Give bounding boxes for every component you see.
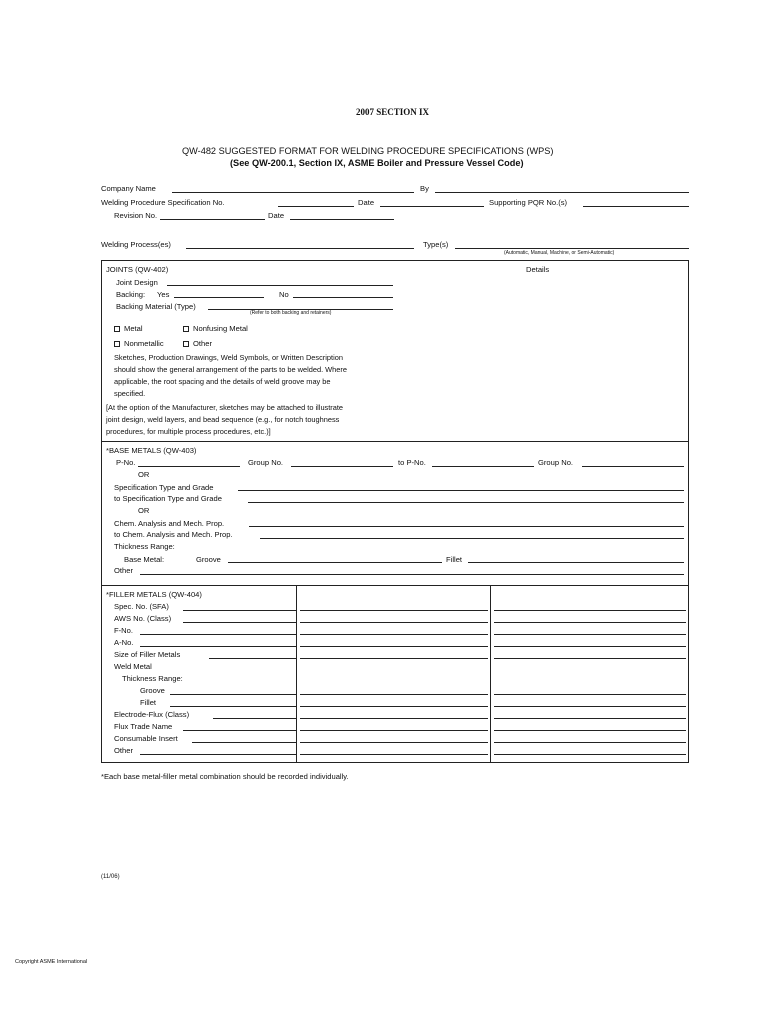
revision-no-field[interactable] — [160, 219, 265, 220]
wps-date-label: Date — [358, 198, 375, 207]
revision-date-label: Date — [268, 211, 285, 220]
filler-field[interactable] — [494, 646, 686, 647]
by-field[interactable] — [435, 192, 689, 193]
filler-row-label: Fillet — [140, 698, 157, 707]
types-note: (Automatic, Manual, Machine, or Semi-Automatic) — [504, 250, 615, 256]
supporting-pqr-field[interactable] — [583, 206, 689, 207]
checkbox-nonmetallic[interactable] — [114, 340, 164, 348]
group-no2-label: Group No. — [538, 458, 574, 467]
joints-heading: JOINTS (QW-402) — [106, 265, 169, 274]
chem-analysis-field[interactable] — [249, 526, 684, 527]
option-line: [At the option of the Manufacturer, sketches may be attached to illustrate — [106, 403, 344, 412]
checkbox-nonmetallic-label: Nonmetallic — [124, 339, 164, 348]
by-label: By — [420, 184, 429, 193]
filler-row-label: A-No. — [114, 638, 134, 647]
to-p-no-field[interactable] — [432, 466, 534, 467]
group-no2-field[interactable] — [582, 466, 684, 467]
filler-field[interactable] — [494, 658, 686, 659]
wps-no-field[interactable] — [278, 206, 354, 207]
filler-field[interactable] — [192, 742, 296, 743]
welding-process-label: Welding Process(es) — [101, 240, 171, 249]
filler-field[interactable] — [494, 754, 686, 755]
filler-field[interactable] — [494, 706, 686, 707]
to-spec-type-grade-label: to Specification Type and Grade — [114, 494, 222, 503]
base-metals-heading: *BASE METALS (QW-403) — [106, 446, 197, 455]
backing-yes-field[interactable] — [174, 297, 264, 298]
filler-field[interactable] — [494, 718, 686, 719]
filler-field[interactable] — [300, 706, 488, 707]
filler-metals-heading: *FILLER METALS (QW-404) — [106, 590, 202, 599]
filler-field[interactable] — [183, 610, 296, 611]
backing-note: (Refer to both backing and retainers) — [250, 310, 332, 316]
sketch-line: specified. — [114, 389, 146, 398]
backing-material-label: Backing Material (Type) — [116, 302, 196, 311]
filler-row-label: F-No. — [114, 626, 133, 635]
filler-field[interactable] — [140, 646, 296, 647]
filler-field[interactable] — [170, 706, 296, 707]
fillet-label: Fillet — [446, 555, 463, 564]
groove-field[interactable] — [228, 562, 442, 563]
checkbox-other[interactable] — [183, 340, 212, 348]
filler-row-label: Weld Metal — [114, 662, 152, 671]
copyright: Copyright ASME International — [15, 959, 88, 965]
filler-row-label: Thickness Range: — [122, 674, 183, 683]
filler-field[interactable] — [494, 634, 686, 635]
group-no-field[interactable] — [291, 466, 393, 467]
filler-field[interactable] — [213, 718, 296, 719]
to-chem-analysis-label: to Chem. Analysis and Mech. Prop. — [114, 530, 233, 539]
checkbox-other-label: Other — [193, 339, 212, 348]
form-title: QW-482 SUGGESTED FORMAT FOR WELDING PROCEDURE SPECIFICATIONS (WPS) — [182, 146, 554, 156]
filler-field[interactable] — [300, 718, 488, 719]
filler-field[interactable] — [494, 694, 686, 695]
spec-type-grade-field[interactable] — [238, 490, 684, 491]
to-spec-type-grade-field[interactable] — [248, 502, 684, 503]
backing-yes-label: Yes — [157, 290, 170, 299]
or-label: OR — [138, 506, 150, 515]
group-no-label: Group No. — [248, 458, 284, 467]
revision-no-label: Revision No. — [114, 211, 158, 220]
filler-field[interactable] — [140, 754, 296, 755]
filler-field[interactable] — [494, 742, 686, 743]
filler-field[interactable] — [300, 634, 488, 635]
filler-field[interactable] — [300, 694, 488, 695]
filler-row-label: Flux Trade Name — [114, 722, 173, 731]
checkbox-square-icon[interactable] — [114, 326, 120, 332]
filler-field[interactable] — [300, 754, 488, 755]
filler-row-label: Electrode-Flux (Class) — [114, 710, 190, 719]
filler-field[interactable] — [140, 634, 296, 635]
spec-type-grade-label: Specification Type and Grade — [114, 483, 214, 492]
wps-date-field[interactable] — [380, 206, 484, 207]
filler-field[interactable] — [183, 730, 296, 731]
company-name-label: Company Name — [101, 184, 156, 193]
filler-row-label: Size of Filler Metals — [114, 650, 181, 659]
fillet-field[interactable] — [468, 562, 684, 563]
to-chem-analysis-field[interactable] — [260, 538, 684, 539]
base-metals-section — [101, 441, 689, 586]
p-no-label: P-No. — [116, 458, 136, 467]
sketch-line: should show the general arrangement of the parts to be welded. Where — [114, 365, 347, 374]
groove-label: Groove — [196, 555, 221, 564]
thickness-range-label: Thickness Range: — [114, 542, 175, 551]
supporting-pqr-label: Supporting PQR No.(s) — [489, 198, 568, 207]
joints-details-label: Details — [526, 265, 550, 274]
filler-field[interactable] — [300, 646, 488, 647]
option-line: procedures, for multiple process procedures, etc.)] — [106, 427, 271, 436]
filler-field[interactable] — [494, 730, 686, 731]
welding-process-field[interactable] — [186, 248, 414, 249]
footnote: *Each base metal-filler metal combination should be recorded individually. — [101, 772, 349, 781]
column-divider — [296, 585, 297, 763]
backing-label: Backing: — [116, 290, 146, 299]
checkbox-square-icon[interactable] — [114, 341, 120, 347]
revision-date-field[interactable] — [290, 219, 394, 220]
checkbox-square-icon[interactable] — [183, 326, 189, 332]
to-p-no-label: to P-No. — [398, 458, 426, 467]
backing-no-field[interactable] — [293, 297, 393, 298]
revision-code: (11/06) — [101, 874, 120, 880]
joint-design-label: Joint Design — [116, 278, 158, 287]
filler-row-label: Consumable Insert — [114, 734, 178, 743]
backing-no-label: No — [279, 290, 289, 299]
sketch-line: applicable, the root spacing and the details of weld groove may be — [114, 377, 331, 386]
filler-row-label: Groove — [140, 686, 165, 695]
option-instructions — [106, 402, 343, 438]
sketch-line: Sketches, Production Drawings, Weld Symbols, or Written Description — [114, 353, 343, 362]
filler-metals-section — [101, 585, 689, 763]
filler-field[interactable] — [300, 658, 488, 659]
or-label: OR — [138, 470, 150, 479]
filler-row-label: Other — [114, 746, 133, 755]
other-field[interactable] — [140, 574, 684, 575]
filler-field[interactable] — [494, 610, 686, 611]
filler-field[interactable] — [183, 622, 296, 623]
wps-no-label: Welding Procedure Specification No. — [101, 198, 225, 207]
checkbox-nonfusing[interactable] — [183, 325, 248, 333]
checkbox-nonfusing-label: Nonfusing Metal — [193, 324, 248, 333]
base-metal-label: Base Metal: — [124, 555, 165, 564]
filler-field[interactable] — [494, 622, 686, 623]
section-heading: 2007 SECTION IX — [356, 107, 430, 117]
types-label: Type(s) — [423, 240, 449, 249]
types-field[interactable] — [455, 248, 689, 249]
filler-row-label: AWS No. (Class) — [114, 614, 172, 623]
p-no-field[interactable] — [138, 466, 240, 467]
option-line: joint design, weld layers, and bead sequence (e.g., for notch toughness — [106, 415, 340, 424]
filler-field[interactable] — [300, 742, 488, 743]
chem-analysis-label: Chem. Analysis and Mech. Prop. — [114, 519, 225, 528]
filler-field[interactable] — [209, 658, 296, 659]
filler-field[interactable] — [170, 694, 296, 695]
checkbox-metal[interactable] — [114, 325, 143, 333]
filler-field[interactable] — [300, 730, 488, 731]
filler-row-label: Spec. No. (SFA) — [114, 602, 169, 611]
column-divider — [490, 585, 491, 763]
filler-field[interactable] — [300, 610, 488, 611]
checkbox-square-icon[interactable] — [183, 341, 189, 347]
joint-design-field[interactable] — [167, 285, 393, 286]
company-name-field[interactable] — [172, 192, 414, 193]
form-subtitle: (See QW-200.1, Section IX, ASME Boiler and Pressure Vessel Code) — [230, 158, 524, 168]
filler-field[interactable] — [300, 622, 488, 623]
checkbox-metal-label: Metal — [124, 324, 143, 333]
other-label: Other — [114, 566, 133, 575]
sketch-instructions — [114, 352, 347, 400]
